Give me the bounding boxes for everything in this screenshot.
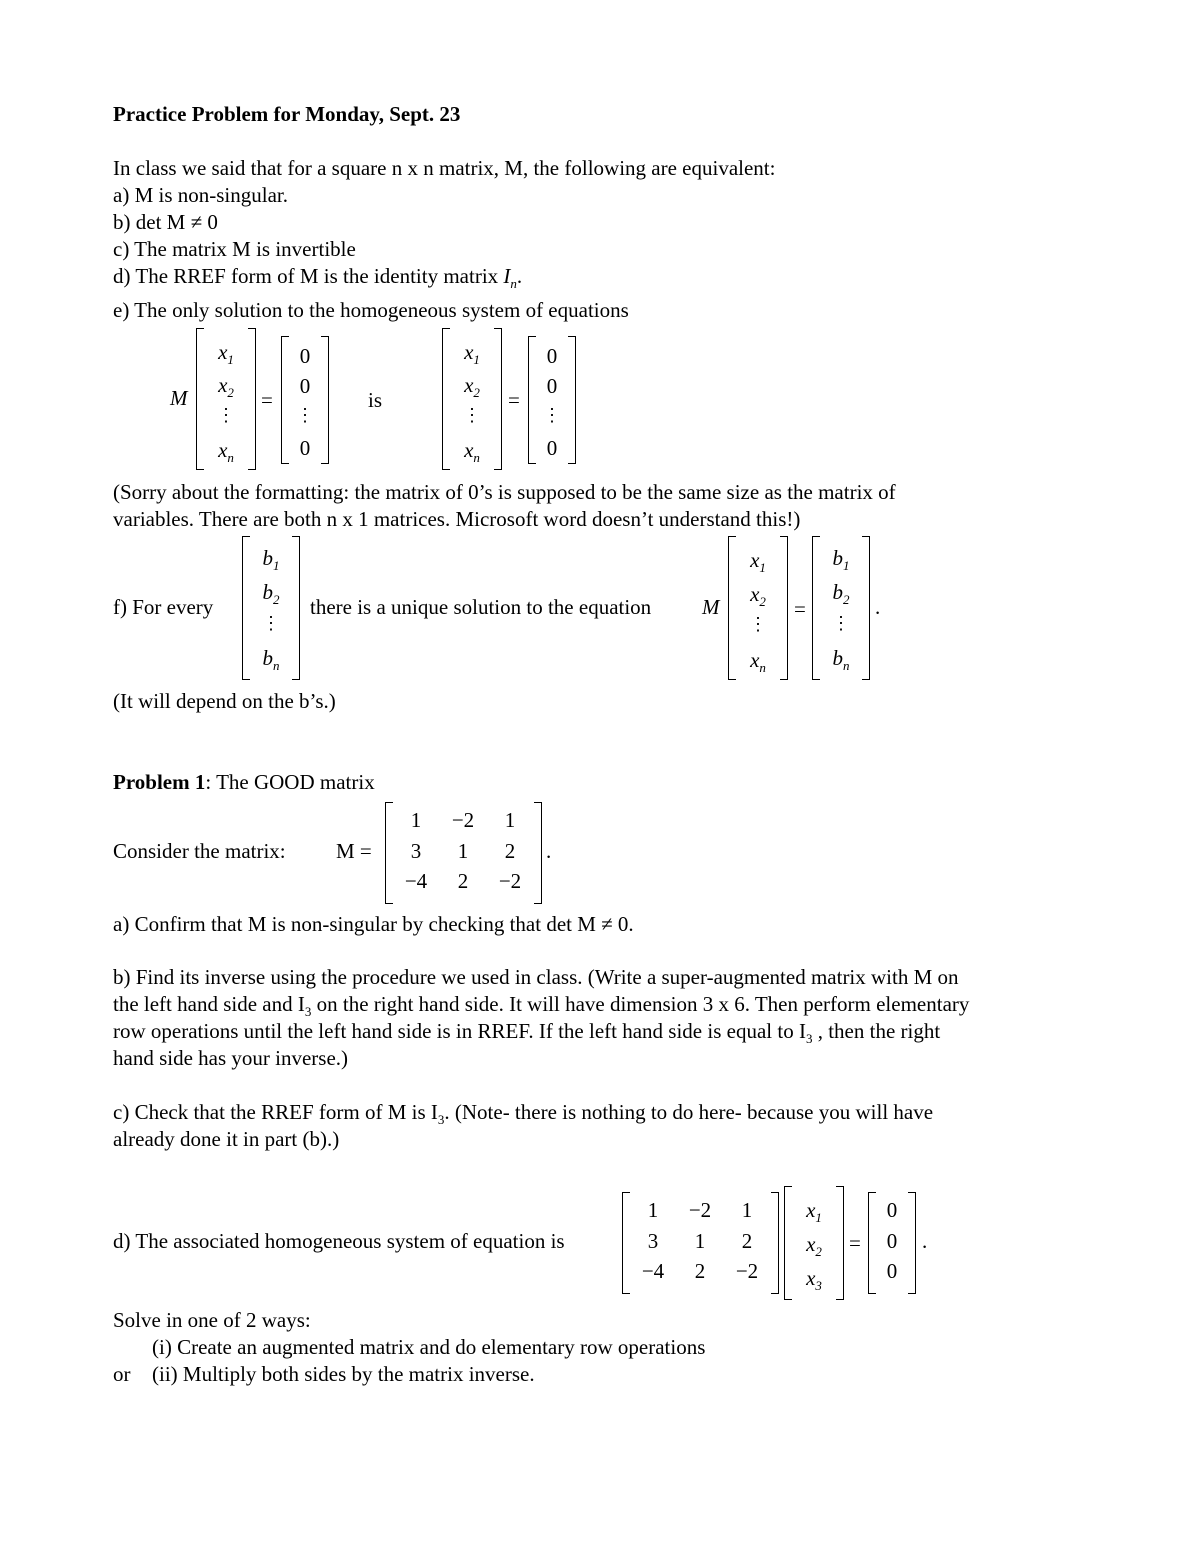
zero-entry: 0 — [546, 436, 558, 460]
item-b: b) det M ≠ 0 — [113, 210, 218, 234]
x-entry: $x_2$ — [464, 373, 480, 400]
d-zero-vector — [868, 1192, 916, 1294]
x-entry: $x_n$ — [218, 438, 234, 465]
problem1-part-b-line2: the left hand side and $I_3$ on the right hand side. It will have dimension 3 x 6. Then perform elementary — [113, 992, 970, 1019]
item-f-note: (It will depend on the b’s.) — [113, 689, 336, 713]
problem1-part-d: d) The associated homogeneous system of equation is — [113, 1229, 565, 1253]
matrix-cell: −4 — [641, 1259, 665, 1283]
page-title: Practice Problem for Monday, Sept. 23 — [113, 102, 461, 126]
problem1-part-c-line2: already done it in part (b).) — [113, 1127, 340, 1151]
item-a: a) M is non-singular. — [113, 183, 288, 207]
item-d-end: . — [516, 264, 523, 288]
matrix-cell: 1 — [504, 808, 516, 832]
matrix-cell: 2 — [504, 839, 516, 863]
vertical-dots: ⋮ — [463, 405, 481, 425]
e-x-vector-1 — [196, 328, 256, 470]
b-entry: $b_1$ — [262, 546, 280, 573]
way-1: (i) Create an augmented matrix and do elementary row operations — [152, 1335, 706, 1359]
zero-entry: 0 — [299, 374, 311, 398]
e-zero-vector-1 — [281, 336, 329, 464]
x-entry: $x_3$ — [806, 1266, 822, 1293]
zero-entry: 0 — [546, 374, 558, 398]
or-label: or — [113, 1362, 131, 1386]
b-entry: $b_2$ — [262, 580, 280, 607]
x-entry: $x_n$ — [464, 438, 480, 465]
matrix-cell: 1 — [694, 1229, 706, 1253]
f-b-vector-right — [812, 536, 870, 680]
item-e: e) The only solution to the homogeneous system of equations — [113, 298, 629, 322]
matrix-M — [385, 802, 542, 904]
formatting-note-line2: variables. There are both n x 1 matrices. Microsoft word doesn’t understand this!) — [113, 507, 801, 531]
vertical-dots: ⋮ — [217, 405, 235, 425]
item-d-text: d) The RREF form of M is the identity matrix — [113, 264, 504, 288]
zero-entry: 0 — [546, 344, 558, 368]
b-entry: $b_n$ — [262, 646, 280, 673]
vertical-dots: ⋮ — [262, 613, 280, 633]
equals-sign: = — [849, 1231, 861, 1255]
equals-sign: = — [261, 388, 273, 412]
problem1-heading — [113, 772, 375, 793]
item-c: c) The matrix M is invertible — [113, 237, 356, 261]
e-x-vector-2 — [442, 328, 502, 470]
zero-entry: 0 — [299, 436, 311, 460]
e-zero-vector-2 — [528, 336, 576, 464]
x-entry: $x_2$ — [218, 373, 234, 400]
problem1-part-c-line1: c) Check that the RREF form of M is $I_3$. (Note- there is nothing to do here- because you will have — [113, 1100, 934, 1127]
item-f-label: f) For every — [113, 595, 214, 619]
problem1-part-b-line4: hand side has your inverse.) — [113, 1046, 349, 1070]
identity-subscript: n — [510, 276, 517, 291]
problem1-label: Problem 1 — [113, 770, 206, 794]
matrix-cell: −2 — [451, 808, 475, 832]
b-entry: $b_2$ — [832, 580, 850, 607]
f-matrix-M: M — [702, 595, 720, 619]
m-equals: M = — [336, 839, 372, 863]
matrix-cell: 1 — [647, 1198, 659, 1222]
vertical-dots: ⋮ — [543, 405, 561, 425]
b-entry: $b_n$ — [832, 646, 850, 673]
formatting-note-line1: (Sorry about the formatting: the matrix of 0’s is supposed to be the same size as the matrix of — [113, 480, 896, 504]
b-entry: $b_1$ — [832, 546, 850, 573]
vertical-dots: ⋮ — [749, 614, 767, 634]
way-2: (ii) Multiply both sides by the matrix inverse. — [152, 1362, 535, 1386]
d-matrix-M — [622, 1192, 779, 1294]
f-x-vector — [728, 536, 788, 680]
consider-label: Consider the matrix: — [113, 839, 286, 863]
d-period: . — [922, 1229, 928, 1253]
item-d — [113, 264, 523, 291]
f-period: . — [875, 595, 881, 619]
identity-symbol: I — [503, 264, 511, 288]
matrix-cell: 3 — [410, 839, 422, 863]
zero-entry: 0 — [886, 1198, 898, 1222]
problem1-part-b-line1: b) Find its inverse using the procedure we used in class. (Write a super-augmented matrix with M on — [113, 965, 959, 989]
x-entry: $x_2$ — [806, 1232, 822, 1259]
matrix-cell: −2 — [498, 869, 522, 893]
matrix-cell: 2 — [741, 1229, 753, 1253]
x-entry: $x_1$ — [464, 340, 480, 367]
matrix-cell: −2 — [735, 1259, 759, 1283]
solve-label: Solve in one of 2 ways: — [113, 1308, 311, 1332]
problem1-part-a: a) Confirm that M is non-singular by checking that det M ≠ 0. — [113, 912, 634, 936]
matrix-cell: 3 — [647, 1229, 659, 1253]
zero-entry: 0 — [886, 1259, 898, 1283]
equals-sign: = — [794, 597, 806, 621]
intro-text: In class we said that for a square n x n matrix, M, the following are equivalent: — [113, 156, 776, 180]
matrix-cell: 1 — [457, 839, 469, 863]
matrix-cell: 1 — [410, 808, 422, 832]
d-x-vector — [784, 1186, 844, 1300]
matrix-cell: −4 — [404, 869, 428, 893]
f-b-vector — [242, 536, 300, 680]
vertical-dots: ⋮ — [832, 613, 850, 633]
x-entry: $x_1$ — [806, 1198, 822, 1225]
e-matrix-M: M — [170, 386, 188, 410]
matrix-cell: 2 — [694, 1259, 706, 1283]
matrix-cell: −2 — [688, 1198, 712, 1222]
zero-entry: 0 — [299, 344, 311, 368]
matrix-period: . — [546, 839, 552, 863]
x-entry: $x_1$ — [218, 340, 234, 367]
is-label: is — [368, 388, 383, 412]
zero-entry: 0 — [886, 1229, 898, 1253]
item-f-text: there is a unique solution to the equation — [310, 595, 652, 619]
equals-sign: = — [508, 388, 520, 412]
problem1-title: : The GOOD matrix — [205, 770, 375, 794]
problem1-part-b-line3: row operations until the left hand side is in RREF. If the left hand side is equal to $I_3$ , then the right — [113, 1019, 941, 1046]
matrix-cell: 1 — [741, 1198, 753, 1222]
vertical-dots: ⋮ — [296, 405, 314, 425]
x-entry: $x_1$ — [750, 548, 766, 575]
x-entry: $x_n$ — [750, 648, 766, 675]
matrix-cell: 2 — [457, 869, 469, 893]
x-entry: $x_2$ — [750, 582, 766, 609]
